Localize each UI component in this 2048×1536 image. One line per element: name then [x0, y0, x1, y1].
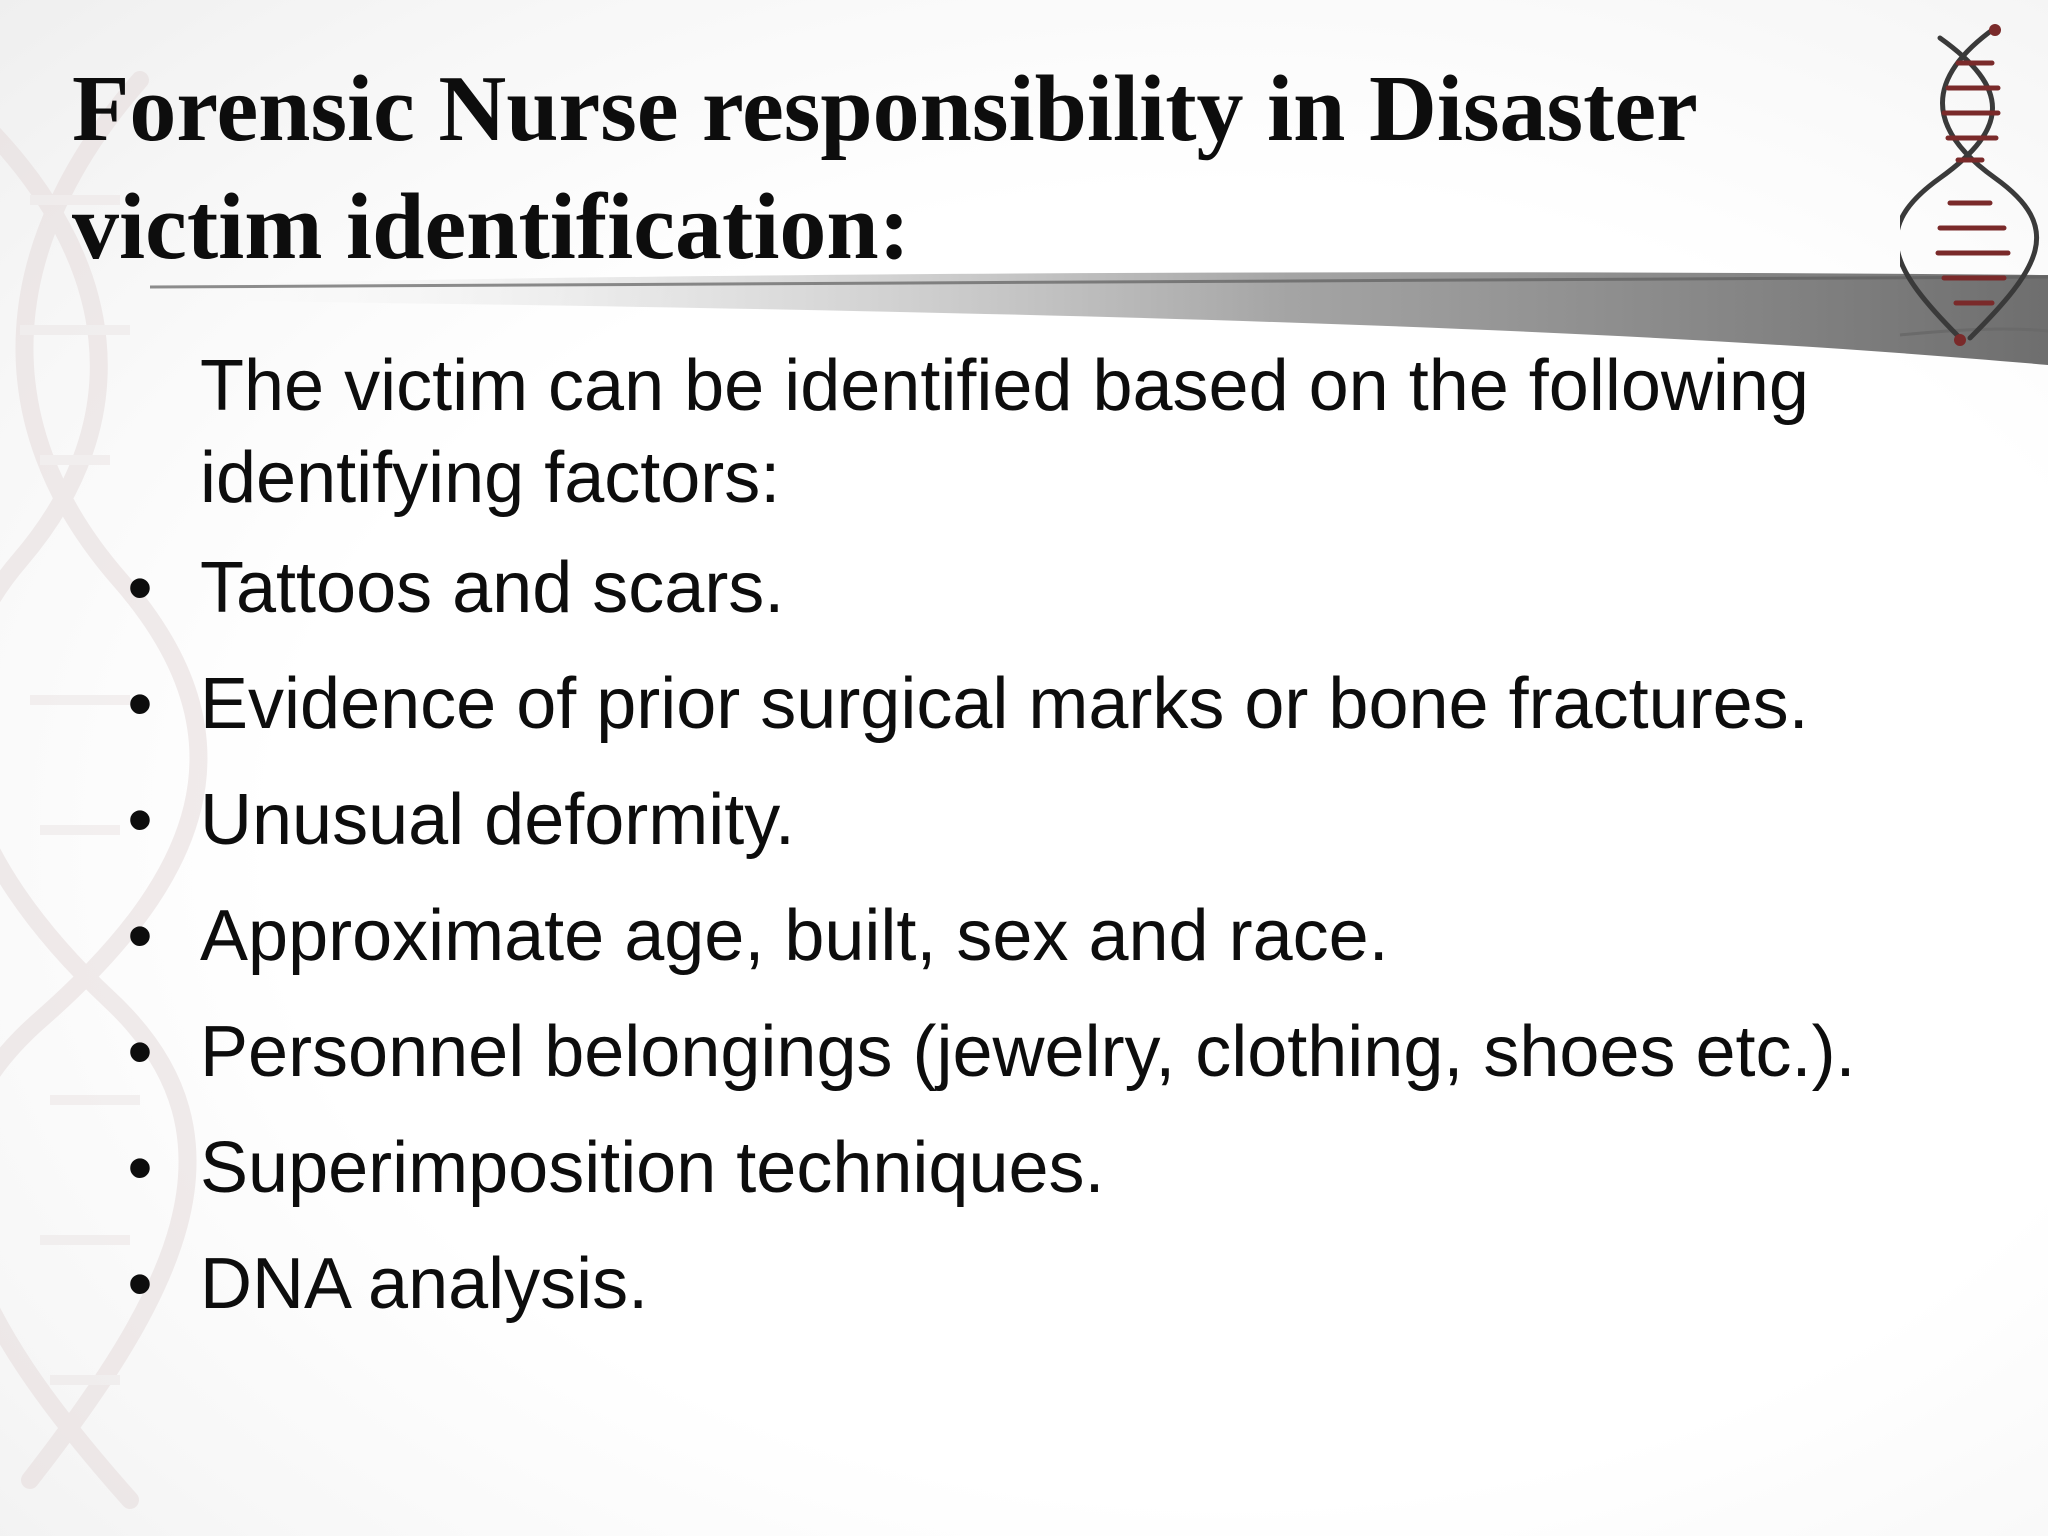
- bullet-list: [120, 542, 2000, 1330]
- bullet-marker: •: [127, 664, 153, 744]
- dna-helix-icon: [1900, 18, 2040, 358]
- bullet-text: Unusual deformity.: [200, 780, 795, 860]
- bullet-text: Personnel belongings (jewelry, clothing, shoes etc.).: [200, 1012, 1856, 1092]
- intro-paragraph: The victim can be identified based on the following identifying factors:: [200, 346, 1809, 518]
- bullet-marker: •: [127, 780, 153, 860]
- bullet-item-age-sex-race: [120, 890, 2000, 982]
- bullet-item-belongings: [120, 1006, 2000, 1098]
- bullet-item-dna-analysis: [120, 1238, 2000, 1330]
- bullet-text: Approximate age, built, sex and race.: [200, 896, 1389, 976]
- bullet-text: Evidence of prior surgical marks or bone fractures.: [200, 664, 1809, 744]
- bullet-marker: •: [127, 1244, 153, 1324]
- bullet-marker: •: [127, 1128, 153, 1208]
- bullet-marker: •: [127, 548, 153, 628]
- bullet-item-deformity: [120, 774, 2000, 866]
- bullet-marker: •: [127, 896, 153, 976]
- bullet-item-surgical-marks: [120, 658, 2000, 750]
- bullet-item-superimposition: [120, 1122, 2000, 1214]
- bullet-text: DNA analysis.: [200, 1244, 649, 1324]
- slide-title: Forensic Nurse responsibility in Disaster victim identification:: [72, 57, 1697, 279]
- bullet-text: Tattoos and scars.: [200, 548, 785, 628]
- slide-body: [120, 340, 2000, 1354]
- bullet-text: Superimposition techniques.: [200, 1128, 1105, 1208]
- bullet-marker: •: [127, 1012, 153, 1092]
- bullet-item-tattoos: [120, 542, 2000, 634]
